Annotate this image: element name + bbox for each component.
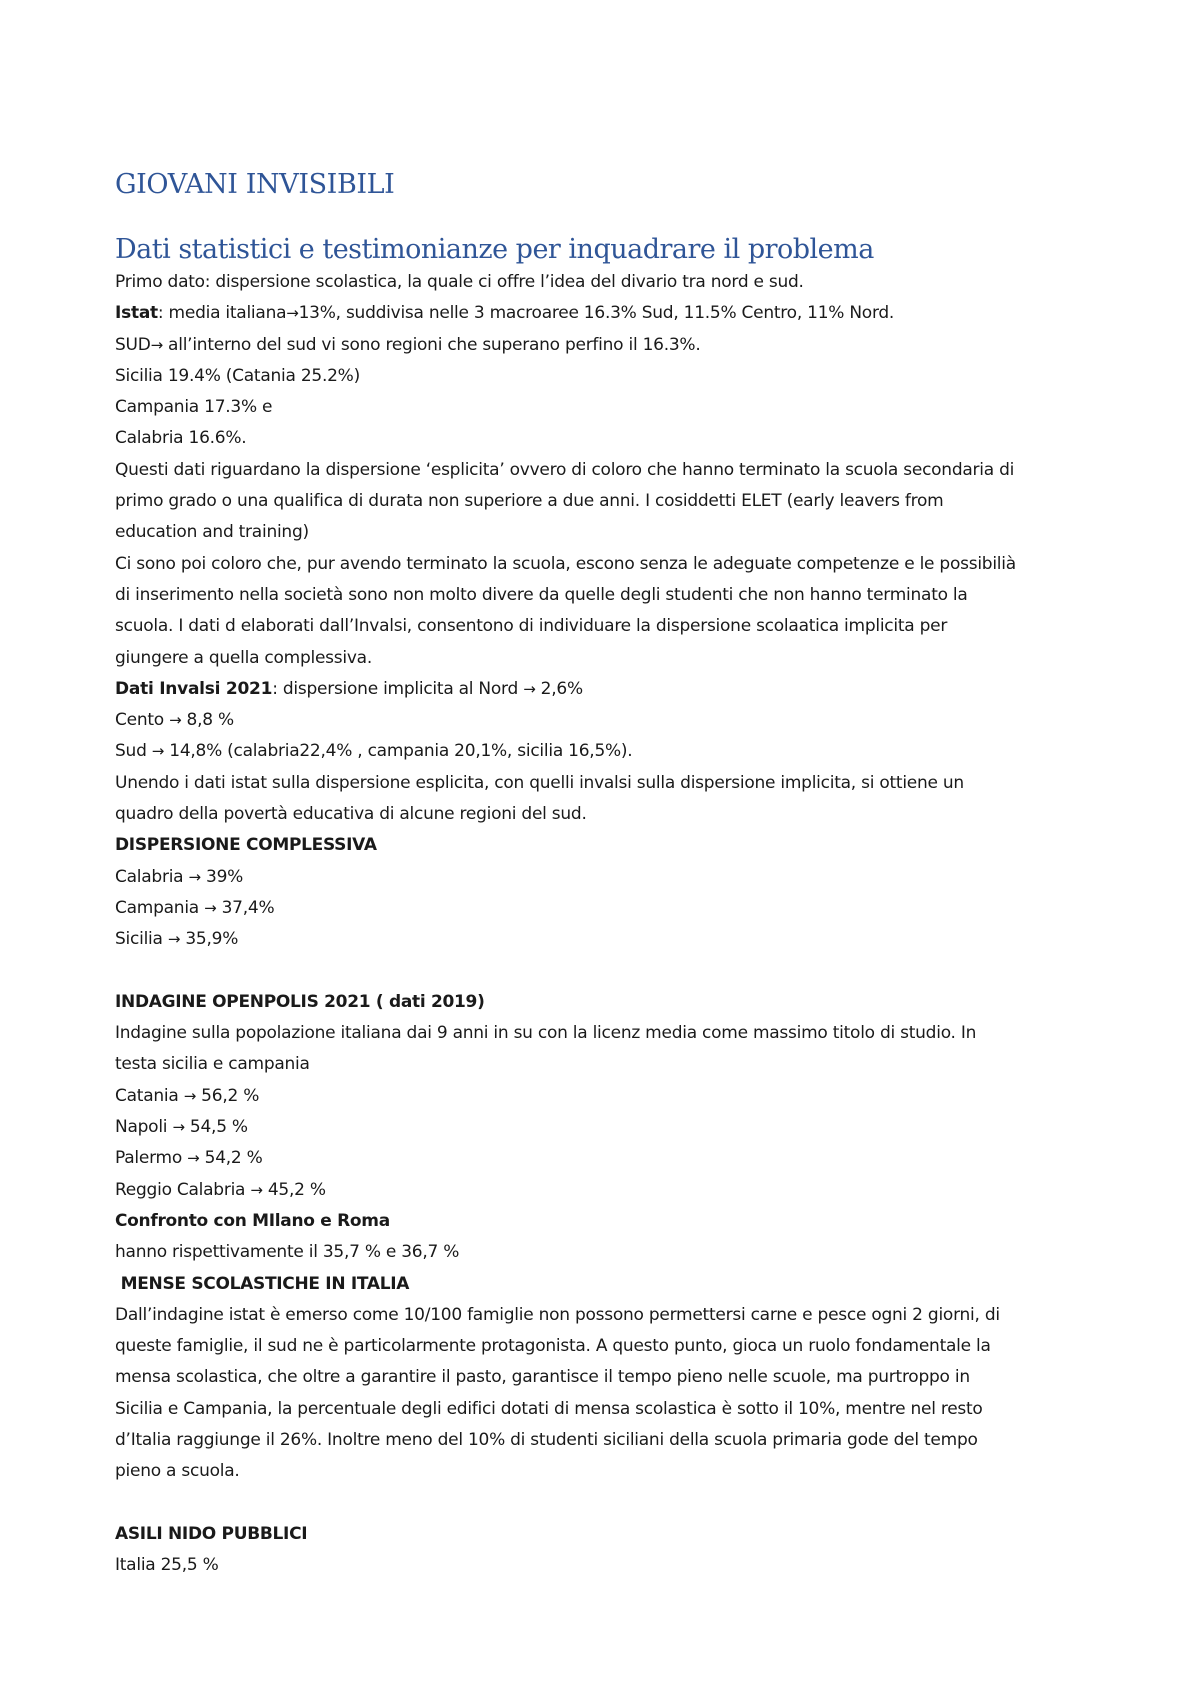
blank-line (115, 956, 1095, 987)
list-item-name: Cento (115, 710, 170, 731)
mense-paragraph-line: mensa scolastica, che oltre a garantire il pasto, garantisce il tempo pieno nelle scuole, ma purtroppo in (115, 1367, 970, 1388)
list-item-value: 37,4% (216, 897, 275, 918)
arrow-icon: → (286, 304, 299, 323)
list-item-value: 14,8% (calabria22,4% , campania 20,1%, sicilia 16,5%). (164, 741, 633, 762)
list-item-name: Napoli (115, 1117, 173, 1138)
dispersione-list-item (115, 893, 1095, 924)
istat-label: Istat (115, 303, 158, 324)
dispersione-list-item (115, 862, 1095, 893)
document-body (115, 168, 1095, 1581)
explicit-paragraph-line: Questi dati riguardano la dispersione ‘esplicita’ ovvero di coloro che hanno terminato la scuola secondaria di (115, 459, 1015, 480)
list-item-name: Catania (115, 1085, 184, 1106)
openpolis-list-item (115, 1112, 1095, 1143)
dispersione-list-item (115, 924, 1095, 955)
implicit-paragraph-line: giungere a quella complessiva. (115, 647, 373, 668)
arrow-icon: → (151, 742, 165, 761)
blank-line (115, 1488, 1095, 1519)
arrow-icon: → (250, 1180, 263, 1199)
arrow-icon: → (187, 1149, 200, 1168)
mense-paragraph-line: Sicilia e Campania, la percentuale degli edifici dotati di mensa scolastica è sotto il 10%, mentre nel resto (115, 1398, 983, 1419)
invalsi-text-a: : dispersione implicita al Nord (272, 678, 524, 699)
sud-text: all’interno del sud vi sono regioni che superano perfino il 16.3%. (162, 334, 701, 355)
confronto-text: hanno rispettivamente il 35,7 % e 36,7 % (115, 1242, 460, 1263)
union-paragraph-line: quadro della povertà educativa di alcune regioni del sud. (115, 804, 587, 825)
list-item-value: 56,2 % (196, 1085, 260, 1106)
invalsi-list-item (115, 705, 1095, 736)
region-line: Sicilia 19.4% (Catania 25.2%) (115, 365, 360, 386)
section-heading-dispersione: DISPERSIONE COMPLESSIVA (115, 835, 377, 856)
arrow-icon: → (167, 930, 181, 949)
list-item-value: 54,2 % (199, 1148, 263, 1169)
document-title: GIOVANI INVISIBILI (115, 169, 395, 200)
arrow-icon: → (183, 1086, 197, 1105)
list-item-name: Reggio Calabria (115, 1179, 251, 1200)
list-item-value: 39% (200, 866, 244, 887)
list-item-name: Sud (115, 741, 152, 762)
list-item-value: 54,5 % (184, 1117, 248, 1138)
mense-paragraph-line: d’Italia raggiunge il 26%. Inoltre meno del 10% di studenti siciliani della scuola primaria gode del tempo (115, 1429, 978, 1450)
invalsi-line (115, 674, 1095, 705)
explicit-paragraph-line: primo grado o una qualifica di durata non superiore a due anni. I cosiddetti ELET (early leavers from (115, 491, 944, 512)
arrow-icon: → (523, 679, 536, 698)
openpolis-list-item (115, 1175, 1095, 1206)
list-item-value: 45,2 % (262, 1179, 326, 1200)
section-heading-asili: ASILI NIDO PUBBLICI (115, 1523, 308, 1544)
arrow-icon: → (172, 1118, 185, 1137)
openpolis-list-item (115, 1081, 1095, 1112)
section-heading-confronto: Confronto con MIlano e Roma (115, 1210, 390, 1231)
istat-line (115, 298, 1095, 329)
implicit-paragraph-line: di inserimento nella società sono non molto divere da quelle degli studenti che non hanno terminato la (115, 584, 968, 605)
arrow-icon: → (188, 867, 201, 886)
mense-paragraph-line: Dall’indagine istat è emerso come 10/100 famiglie non possono permettersi carne e pesce ogni 2 giorni, di (115, 1304, 1000, 1325)
openpolis-paragraph-line: testa sicilia e campania (115, 1054, 310, 1075)
region-line: Campania 17.3% e (115, 397, 273, 418)
union-paragraph-line: Unendo i dati istat sulla dispersione esplicita, con quelli invalsi sulla dispersione implicita, si ottiene un (115, 772, 964, 793)
sud-line (115, 330, 1095, 361)
asili-text: Italia 25,5 % (115, 1555, 219, 1576)
arrow-icon: → (169, 711, 182, 730)
istat-text-b: 13%, suddivisa nelle 3 macroaree 16.3% Sud, 11.5% Centro, 11% Nord. (298, 303, 895, 324)
mense-paragraph-line: pieno a scuola. (115, 1461, 240, 1482)
arrow-icon: → (150, 335, 163, 354)
list-item-value: 8,8 % (181, 710, 234, 731)
invalsi-label: Dati Invalsi 2021 (115, 678, 273, 699)
list-item-value: 35,9% (180, 929, 239, 950)
arrow-icon: → (204, 898, 217, 917)
invalsi-list-item (115, 736, 1095, 767)
section-heading-openpolis: INDAGINE OPENPOLIS 2021 ( dati 2019) (115, 991, 485, 1012)
list-item-name: Calabria (115, 866, 189, 887)
sud-label: SUD (115, 334, 151, 355)
mense-paragraph-line: queste famiglie, il sud ne è particolarmente protagonista. A questo punto, gioca un ruolo fondamentale la (115, 1336, 991, 1357)
section-heading-mense: MENSE SCOLASTICHE IN ITALIA (115, 1273, 410, 1294)
invalsi-text-b: 2,6% (535, 678, 583, 699)
list-item-name: Campania (115, 897, 205, 918)
list-item-name: Sicilia (115, 929, 168, 950)
istat-text-a: : media italiana (157, 303, 287, 324)
list-item-name: Palermo (115, 1148, 188, 1169)
implicit-paragraph-line: scuola. I dati d elaborati dall’Invalsi, consentono di individuare la dispersione scolaatica implicita per (115, 616, 948, 637)
openpolis-list-item (115, 1143, 1095, 1174)
openpolis-paragraph-line: Indagine sulla popolazione italiana dai 9 anni in su con la licenz media come massimo titolo di studio. In (115, 1023, 977, 1044)
explicit-paragraph-line: education and training) (115, 522, 309, 543)
region-line: Calabria 16.6%. (115, 428, 247, 449)
implicit-paragraph-line: Ci sono poi coloro che, pur avendo terminato la scuola, escono senza le adeguate competenze e le possibilià (115, 553, 1016, 574)
paragraph-first-data: Primo dato: dispersione scolastica, la quale ci offre l’idea del divario tra nord e sud. (115, 272, 804, 292)
document-subtitle: Dati statistici e testimonianze per inquadrare il problema (115, 234, 874, 265)
